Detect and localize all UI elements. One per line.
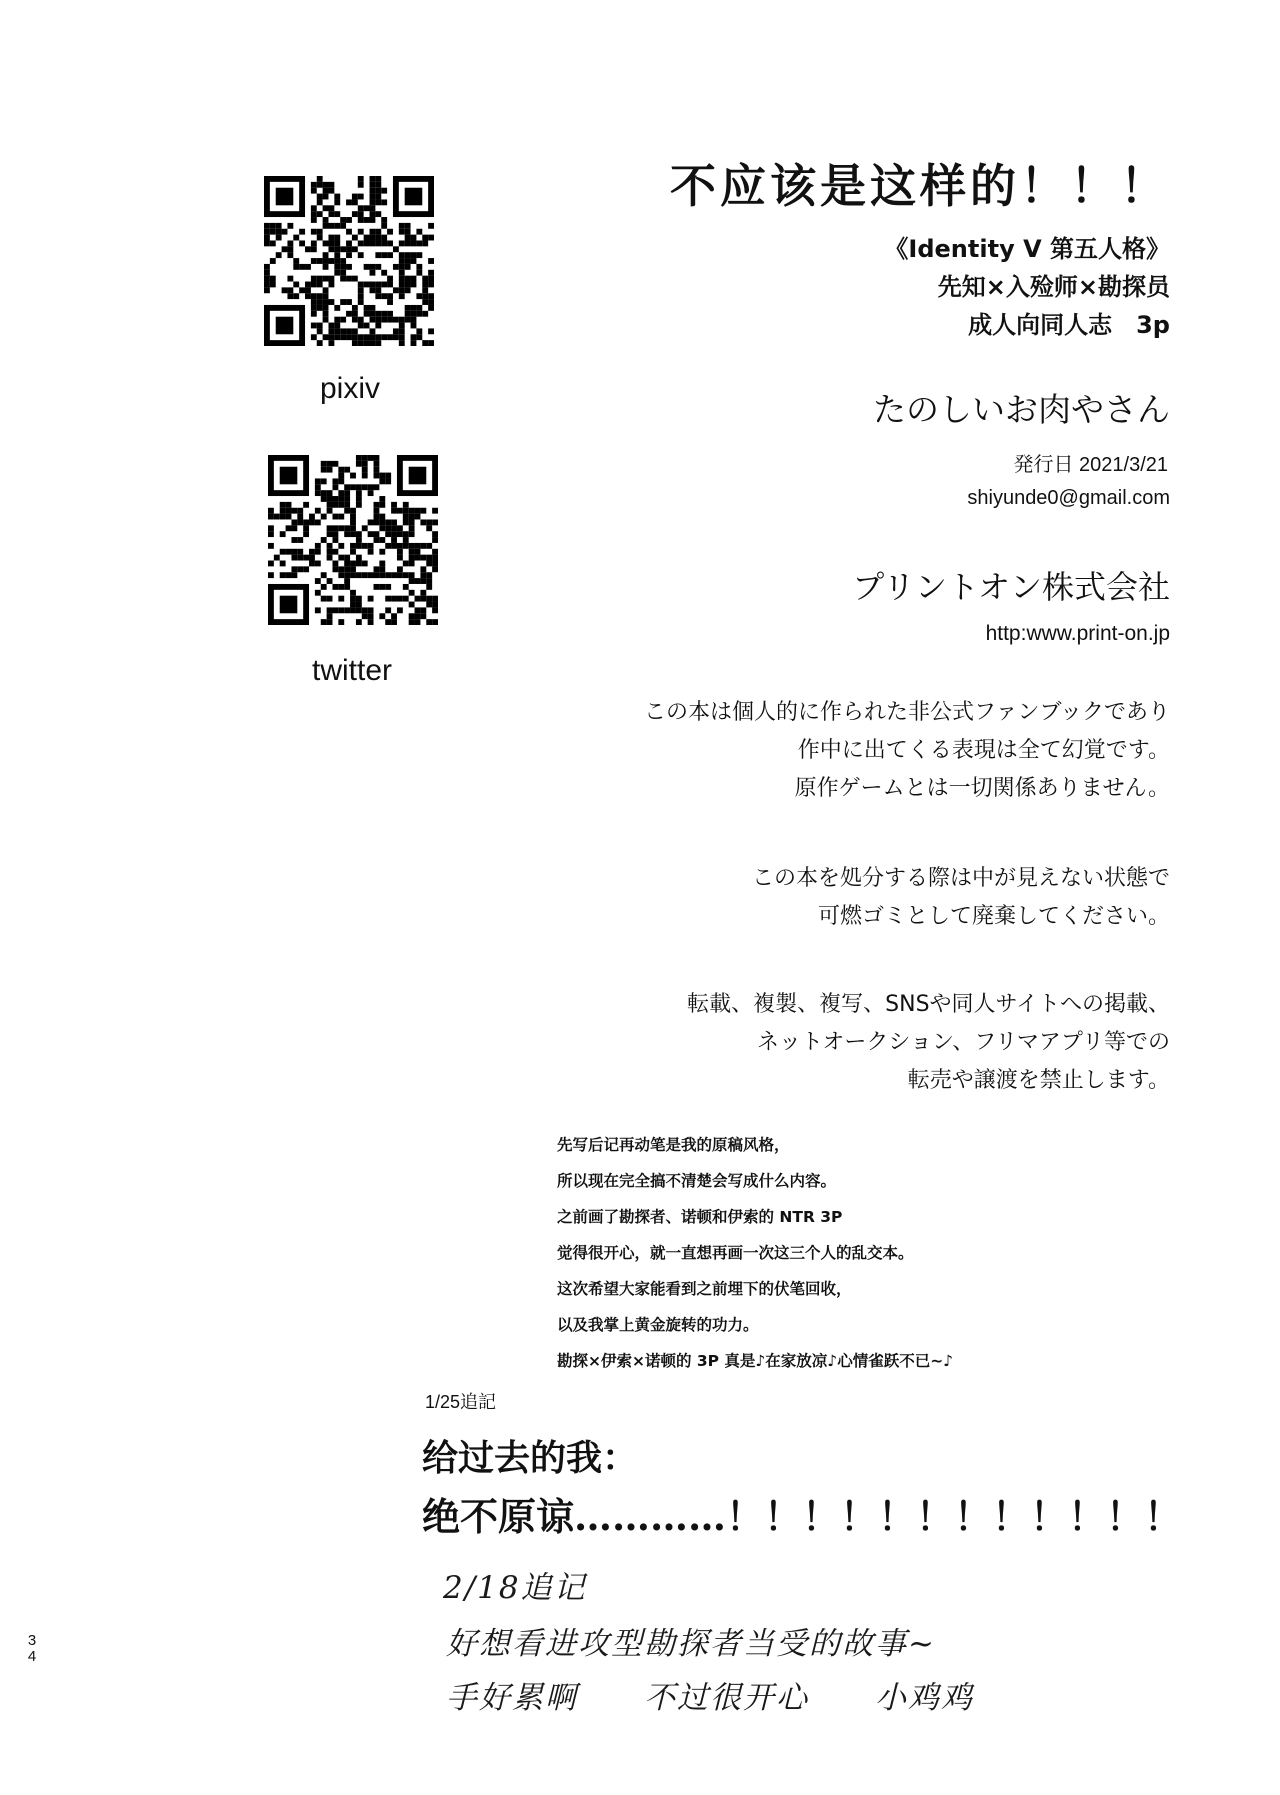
handwritten-date: 2/18追记 xyxy=(443,1570,587,1606)
afterword xyxy=(557,1127,953,1379)
book-title: 不应该是这样的！！！ xyxy=(670,159,1170,213)
pixiv-label: pixiv xyxy=(319,372,380,405)
issue-date: 発行日 2021/3/21 xyxy=(1013,454,1168,476)
printer-url[interactable]: http:www.print-on.jp xyxy=(985,622,1170,645)
notice-line: ネットオークション、フリマアプリ等での xyxy=(757,1030,1170,1055)
printer-name: プリントオン株式会社 xyxy=(852,568,1170,606)
notice-line: 可燃ゴミとして廃棄してください。 xyxy=(817,904,1170,929)
page-number xyxy=(25,1633,39,1665)
afterword-line: 所以现在完全搞不清楚会写成什么内容。 xyxy=(557,1172,837,1190)
afterword-line: 之前画了勘探者、诺顿和伊索的 NTR 3P xyxy=(557,1208,843,1226)
afterword-line: 以及我掌上黄金旋转的功力。 xyxy=(557,1316,759,1334)
addendum-line: 绝不原谅…………！！！！！！！！！！！！ xyxy=(422,1494,1183,1539)
subtitle-line: 《Identity V 第五人格》 xyxy=(884,235,1170,263)
afterword-line: 先写后记再动笔是我的原稿风格， xyxy=(557,1136,790,1154)
disposal-notice xyxy=(752,860,1170,936)
afterword-line: 这次希望大家能看到之前埋下的伏笔回收， xyxy=(557,1280,852,1298)
handwritten-line: 好想看进攻型勘探者当受的故事~ xyxy=(446,1626,936,1662)
reproduction-notice xyxy=(687,986,1170,1100)
afterword-line: 觉得很开心，就一直想再画一次这三个人的乱交本。 xyxy=(557,1244,914,1262)
afterword-line: 勘探×伊索×诺顿的 3P 真是♪在家放凉♪心情雀跃不已~♪ xyxy=(557,1352,954,1370)
handwritten-line: 手好累啊 不过很开心 小鸡鸡 xyxy=(446,1680,974,1716)
notice-line: この本は個人的に作られた非公式ファンブックであり xyxy=(643,700,1170,725)
addendum-line: 给过去的我： xyxy=(422,1437,639,1479)
contact-email[interactable]: shiyunde0@gmail.com xyxy=(967,487,1170,509)
notice-paragraph xyxy=(644,694,1170,808)
notice-line: この本を処分する際は中が見えない状態で xyxy=(751,866,1170,891)
addendum-date: 1/25追記 xyxy=(425,1392,497,1412)
notice-line: 原作ゲームとは一切関係ありません。 xyxy=(794,776,1170,801)
notice-line: 作中に出てくる表現は全て幻覚です。 xyxy=(797,738,1170,763)
page-number-digit: 3 xyxy=(27,1632,37,1649)
twitter-qr-code-icon[interactable] xyxy=(268,455,438,625)
page-number-digit: 4 xyxy=(27,1648,37,1665)
twitter-label: twitter xyxy=(311,654,392,687)
pixiv-qr-code-icon[interactable] xyxy=(264,176,434,346)
subtitle-line: 成人向同人志 3p xyxy=(968,311,1170,339)
subtitle-line: 先知×入殓师×勘探员 xyxy=(937,273,1170,301)
notice-line: 転載、複製、複写、SNSや同人サイトへの掲載、 xyxy=(687,992,1170,1017)
subtitle-block xyxy=(884,230,1170,344)
notice-line: 転売や譲渡を禁止します。 xyxy=(907,1068,1170,1093)
circle-name: たのしいお肉やさん xyxy=(873,390,1170,429)
